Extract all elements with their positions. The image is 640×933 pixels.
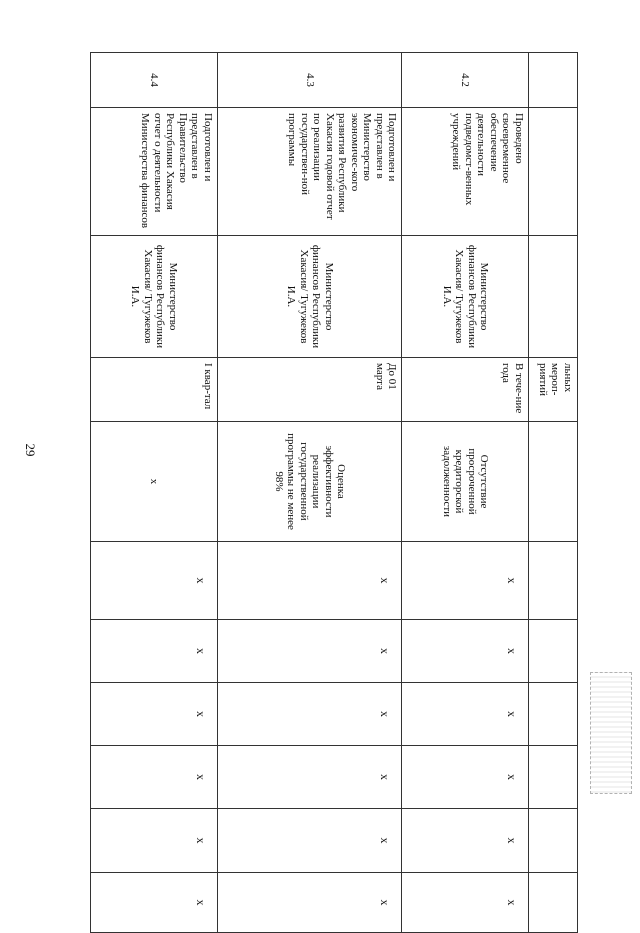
mark-cell: x	[217, 746, 402, 809]
header-cell-4	[529, 746, 578, 809]
header-cell-6	[529, 873, 578, 933]
event-cell: Подготовлен и представлен в Министерство экономичес-кого развития Республики Хакасия годовой отчет по реализации государствен-ной программы	[217, 108, 402, 236]
mark-cell: x	[402, 542, 529, 620]
indicator-cell: Отсутствие просроченной кредиторской задолженности	[402, 422, 529, 542]
mark-cell: x	[91, 620, 218, 683]
mark-cell: x	[402, 683, 529, 746]
mark-cell: x	[402, 620, 529, 683]
event-cell: Подготовлен и представлен в Правительство Республики Хакасия отчет о деятельности Министерства финансов	[91, 108, 218, 236]
mark-cell: x	[91, 746, 218, 809]
table-row	[402, 53, 529, 933]
row-number: 4.4	[91, 53, 218, 108]
mark-cell: x	[402, 873, 529, 933]
header-cell-indicator	[529, 422, 578, 542]
rotated-table-container	[90, 52, 578, 906]
mark-cell: x	[217, 542, 402, 620]
events-table	[90, 52, 578, 933]
header-cell-1	[529, 542, 578, 620]
executor-cell: Министерство финансов Республики Хакасия/ Тугужеков И.А.	[91, 236, 218, 358]
table-row	[91, 53, 218, 933]
mark-cell: x	[217, 620, 402, 683]
row-number: 4.2	[402, 53, 529, 108]
mark-cell: x	[91, 809, 218, 873]
mark-cell: x	[91, 873, 218, 933]
header-cell-deadline: льных мероп-риятий	[529, 358, 578, 422]
mark-cell: x	[217, 683, 402, 746]
row-number: 4.3	[217, 53, 402, 108]
indicator-cell: Оценка эффективности реализации государственной программы не менее 98%	[217, 422, 402, 542]
mark-cell: x	[91, 683, 218, 746]
mark-cell: x	[217, 809, 402, 873]
header-cell-5	[529, 809, 578, 873]
header-cell-3	[529, 683, 578, 746]
executor-cell: Министерство финансов Республики Хакасия/ Тугужеков И.А.	[217, 236, 402, 358]
mark-cell: x	[402, 746, 529, 809]
header-row	[529, 53, 578, 933]
deadline-cell: I квар-тал	[91, 358, 218, 422]
header-cell-num	[529, 53, 578, 108]
stamp-image	[590, 672, 632, 794]
header-cell-2	[529, 620, 578, 683]
executor-cell: Министерство финансов Республики Хакасия/ Тугужеков И.А.	[402, 236, 529, 358]
deadline-cell: До 01 марта	[217, 358, 402, 422]
header-cell-executor	[529, 236, 578, 358]
table-row	[217, 53, 402, 933]
header-cell-event	[529, 108, 578, 236]
deadline-cell: В тече-ние года	[402, 358, 529, 422]
indicator-cell: x	[91, 422, 218, 542]
event-cell: Проведено своевременное обеспечение деятельности подведомст-венных учреждений	[402, 108, 529, 236]
page-number: 29	[23, 443, 38, 457]
mark-cell: x	[217, 873, 402, 933]
mark-cell: x	[91, 542, 218, 620]
mark-cell: x	[402, 809, 529, 873]
